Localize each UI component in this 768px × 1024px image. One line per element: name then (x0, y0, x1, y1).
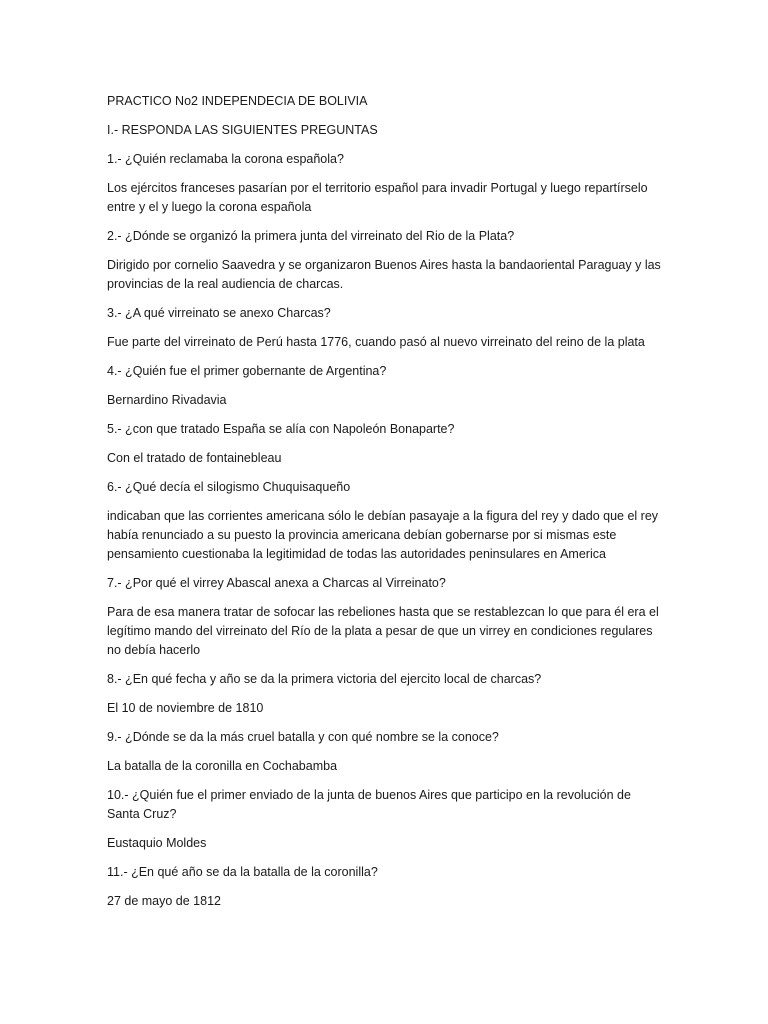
question-2: 2.- ¿Dónde se organizó la primera junta del virreinato del Rio de la Plata? (107, 229, 515, 243)
answer-2: Dirigido por cornelio Saavedra y se organizaron Buenos Aires hasta la bandaoriental Paraguay y las provincias de la real audiencia de charcas. (107, 258, 661, 291)
question-9: 9.- ¿Dónde se da la más cruel batalla y con qué nombre se la conoce? (107, 730, 499, 744)
question-5: 5.- ¿con que tratado España se alía con Napoleón Bonaparte? (107, 422, 455, 436)
answer-1: Los ejércitos franceses pasarían por el territorio español para invadir Portugal y luego repartírselo entre y el y luego la corona española (107, 181, 648, 214)
answer-9: La batalla de la coronilla en Cochabamba (107, 759, 338, 773)
question-10: 10.- ¿Quién fue el primer enviado de la junta de buenos Aires que participo en la revolución de Santa Cruz? (107, 788, 631, 821)
document-body (107, 92, 667, 921)
answer-4: Bernardino Rivadavia (107, 393, 227, 407)
answer-7: Para de esa manera tratar de sofocar las rebeliones hasta que se restablezcan lo que para él era el legítimo mando del virreinato del Río de la plata a pesar de que un virrey en condiciones regulares no debía hacerlo (107, 605, 659, 657)
question-1: 1.- ¿Quién reclamaba la corona española? (107, 152, 344, 166)
answer-8: El 10 de noviembre de 1810 (107, 701, 264, 715)
answer-6: indicaban que las corrientes americana sólo le debían pasayaje a la figura del rey y dado que el rey había renunciado a su puesto la provincia americana debían gobernarse por si mismas este pensamiento cuestionaba la legitimidad de todas las autoridades peninsulares en America (107, 509, 659, 561)
answer-10: Eustaquio Moldes (107, 836, 207, 850)
question-8: 8.- ¿En qué fecha y año se da la primera victoria del ejercito local de charcas? (107, 672, 542, 686)
answer-5: Con el tratado de fontainebleau (107, 451, 282, 465)
answer-3: Fue parte del virreinato de Perú hasta 1776, cuando pasó al nuevo virreinato del reino de la plata (107, 335, 645, 349)
question-4: 4.- ¿Quién fue el primer gobernante de Argentina? (107, 364, 387, 378)
section-heading: I.- RESPONDA LAS SIGUIENTES PREGUNTAS (107, 123, 378, 137)
question-6: 6.- ¿Qué decía el silogismo Chuquisaqueño (107, 480, 351, 494)
answer-11: 27 de mayo de 1812 (107, 894, 221, 908)
question-7: 7.- ¿Por qué el virrey Abascal anexa a Charcas al Virreinato? (107, 576, 446, 590)
question-11: 11.- ¿En qué año se da la batalla de la coronilla? (107, 865, 378, 879)
question-3: 3.- ¿A qué virreinato se anexo Charcas? (107, 306, 331, 320)
document-title: PRACTICO No2 INDEPENDECIA DE BOLIVIA (107, 94, 368, 108)
